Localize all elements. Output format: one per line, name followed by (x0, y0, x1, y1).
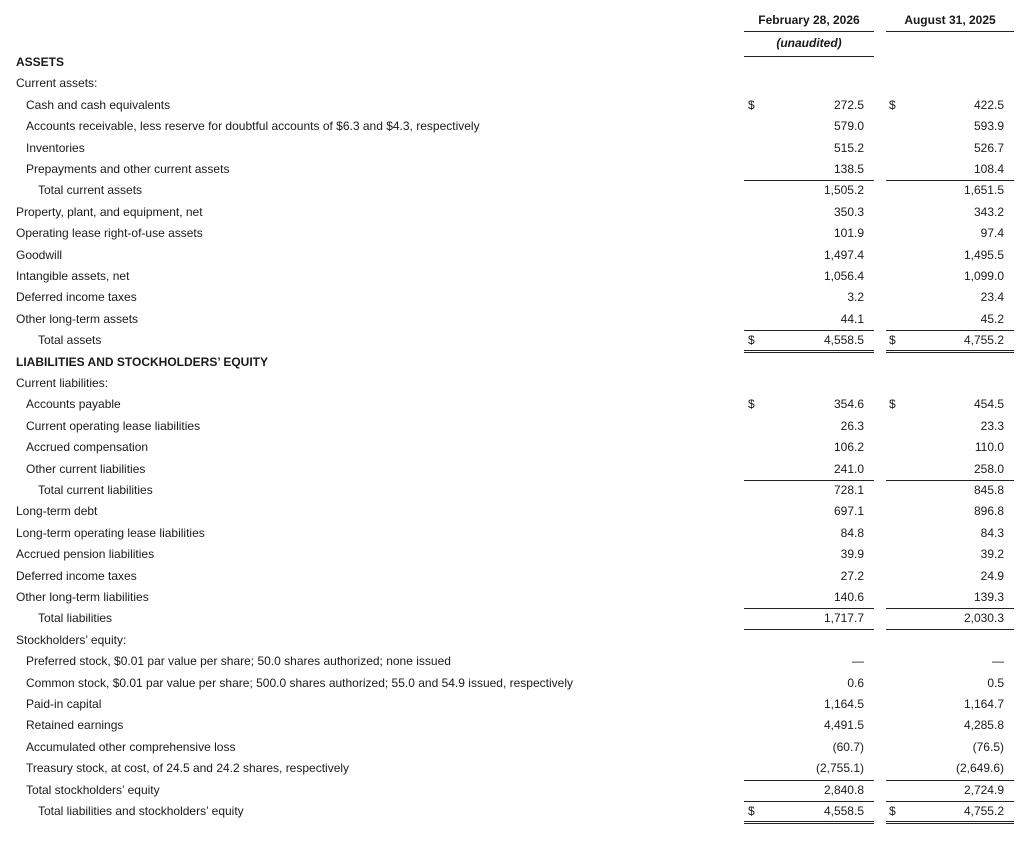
row-label: Accumulated other comprehensive loss (26, 740, 236, 754)
row-label: Prepayments and other current assets (26, 162, 230, 176)
statement-row (0, 394, 1024, 415)
value-aug-2025: 24.9 (980, 569, 1004, 583)
value-feb-2026: 26.3 (840, 419, 864, 433)
value-aug-2025: 258.0 (973, 462, 1004, 476)
row-label: LIABILITIES AND STOCKHOLDERS’ EQUITY (16, 355, 269, 369)
value-feb-2026: 579.0 (833, 119, 864, 133)
value-feb-2026: 1,497.4 (823, 248, 864, 262)
value-aug-2025: 1,495.5 (963, 248, 1004, 262)
row-label: Accrued pension liabilities (16, 547, 155, 561)
statement-row (0, 73, 1024, 94)
row-label: Deferred income taxes (16, 569, 137, 583)
subtotal-rule-a (744, 180, 874, 181)
column-header-feb-2026: February 28, 2026 (758, 13, 860, 27)
row-label: Other long-term assets (16, 312, 139, 326)
row-label: Total current assets (38, 183, 143, 197)
row-label: Preferred stock, $0.01 par value per share; 50.0 shares authorized; none issued (26, 654, 451, 668)
value-feb-2026: 4,491.5 (823, 718, 864, 732)
value-feb-2026: 0.6 (847, 676, 864, 690)
statement-row (0, 501, 1024, 522)
value-aug-2025: 108.4 (973, 162, 1004, 176)
value-aug-2025: 45.2 (980, 312, 1004, 326)
row-label: Accounts receivable, less reserve for doubtful accounts of $6.3 and $4.3, respectively (26, 119, 480, 133)
currency-symbol: $ (889, 98, 896, 112)
row-label: Total stockholders’ equity (26, 783, 160, 797)
value-feb-2026: 1,056.4 (823, 269, 864, 283)
value-aug-2025: 4,285.8 (963, 718, 1004, 732)
subtotal-rule-a (744, 480, 874, 481)
currency-symbol: $ (889, 333, 896, 347)
currency-symbol: $ (748, 98, 755, 112)
statement-row (0, 330, 1024, 351)
subtotal-rule-b (886, 480, 1014, 481)
statement-row (0, 480, 1024, 501)
subtotal-rule-b (886, 180, 1014, 181)
statement-row (0, 630, 1024, 651)
value-aug-2025: 0.5 (987, 676, 1004, 690)
value-feb-2026: 241.0 (833, 462, 864, 476)
value-feb-2026: — (852, 654, 864, 668)
value-feb-2026: 697.1 (833, 504, 864, 518)
value-aug-2025: 4,755.2 (963, 333, 1004, 347)
total-double-rule-a (744, 821, 874, 824)
total-top-rule-b (886, 330, 1014, 331)
statement-row (0, 287, 1024, 308)
value-aug-2025: 110.0 (974, 440, 1004, 454)
value-feb-2026: 39.9 (840, 547, 864, 561)
value-feb-2026: 106.2 (833, 440, 864, 454)
row-label: ASSETS (16, 55, 65, 69)
statement-row (0, 608, 1024, 629)
value-feb-2026: 4,558.5 (823, 333, 864, 347)
row-label: Current assets: (16, 76, 98, 90)
column-header-aug-2025: August 31, 2025 (904, 13, 996, 27)
value-feb-2026: 140.6 (833, 590, 864, 604)
statement-row (0, 758, 1024, 779)
statement-row (0, 95, 1024, 116)
statement-row (0, 309, 1024, 330)
statement-row (0, 223, 1024, 244)
statement-row (0, 566, 1024, 587)
currency-symbol: $ (748, 397, 755, 411)
value-aug-2025: 97.4 (980, 226, 1004, 240)
value-feb-2026: 27.2 (840, 569, 864, 583)
row-label: Paid-in capital (26, 697, 102, 711)
statement-row (0, 116, 1024, 137)
value-feb-2026: 728.1 (833, 483, 864, 497)
statement-row (0, 180, 1024, 201)
value-aug-2025: 84.3 (980, 526, 1004, 540)
value-aug-2025: 23.4 (980, 290, 1004, 304)
row-label: Total current liabilities (38, 483, 153, 497)
value-aug-2025: (76.5) (972, 740, 1004, 754)
statement-row (0, 416, 1024, 437)
subtotal-rule-a (744, 780, 874, 781)
row-label: Total liabilities (38, 611, 113, 625)
row-label: Treasury stock, at cost, of 24.5 and 24.2 shares, respectively (26, 761, 350, 775)
value-feb-2026: 3.2 (847, 290, 864, 304)
row-label: Cash and cash equivalents (26, 98, 171, 112)
statement-row (0, 694, 1024, 715)
value-feb-2026: 354.6 (833, 397, 864, 411)
row-label: Stockholders’ equity: (16, 633, 127, 647)
value-aug-2025: 526.7 (973, 141, 1004, 155)
row-label: Total assets (38, 333, 102, 347)
currency-symbol: $ (889, 397, 896, 411)
statement-row (0, 780, 1024, 801)
value-aug-2025: (2,649.6) (955, 761, 1004, 775)
value-feb-2026: (60.7) (832, 740, 864, 754)
row-label: Operating lease right-of-use assets (16, 226, 203, 240)
statement-row (0, 673, 1024, 694)
value-aug-2025: 39.2 (980, 547, 1004, 561)
value-aug-2025: 593.9 (973, 119, 1004, 133)
statement-row (0, 715, 1024, 736)
row-label: Current liabilities: (16, 376, 109, 390)
value-aug-2025: 454.5 (973, 397, 1004, 411)
value-aug-2025: 2,030.3 (963, 611, 1004, 625)
currency-symbol: $ (748, 333, 755, 347)
row-label: Other current liabilities (26, 462, 146, 476)
value-aug-2025: 845.8 (973, 483, 1004, 497)
value-aug-2025: 139.3 (973, 590, 1004, 604)
value-feb-2026: 84.8 (840, 526, 864, 540)
statement-row (0, 459, 1024, 480)
value-aug-2025: 422.5 (973, 98, 1004, 112)
value-feb-2026: 101.9 (833, 226, 864, 240)
value-aug-2025: 896.8 (973, 504, 1004, 518)
statement-row (0, 352, 1024, 373)
value-feb-2026: 1,505.2 (823, 183, 864, 197)
value-feb-2026: (2,755.1) (815, 761, 864, 775)
row-label: Deferred income taxes (16, 290, 137, 304)
value-feb-2026: 272.5 (833, 98, 864, 112)
row-label: Inventories (26, 141, 85, 155)
statement-row (0, 651, 1024, 672)
value-feb-2026: 1,717.7 (823, 611, 864, 625)
total-double-rule-b (886, 821, 1014, 824)
statement-row (0, 523, 1024, 544)
statement-row (0, 138, 1024, 159)
value-feb-2026: 138.5 (833, 162, 864, 176)
column-header-rule-a (744, 31, 874, 32)
total-top-rule-b (886, 801, 1014, 802)
statement-row (0, 801, 1024, 822)
unaudited-note: (unaudited) (776, 36, 842, 50)
row-label: Long-term operating lease liabilities (16, 526, 205, 540)
statement-row (0, 52, 1024, 73)
row-label: Intangible assets, net (16, 269, 130, 283)
value-aug-2025: 1,164.7 (963, 697, 1004, 711)
statement-row (0, 737, 1024, 758)
value-feb-2026: 2,840.8 (823, 783, 864, 797)
column-header-rule-b (886, 31, 1014, 32)
statement-row (0, 587, 1024, 608)
total-top-rule-a (744, 801, 874, 802)
row-label: Accrued compensation (26, 440, 149, 454)
value-aug-2025: 1,099.0 (963, 269, 1004, 283)
value-feb-2026: 44.1 (840, 312, 864, 326)
value-aug-2025: 4,755.2 (963, 804, 1004, 818)
row-label: Total liabilities and stockholders’ equity (38, 804, 244, 818)
currency-symbol: $ (748, 804, 755, 818)
row-label: Goodwill (16, 248, 63, 262)
value-feb-2026: 1,164.5 (823, 697, 864, 711)
statement-row (0, 159, 1024, 180)
statement-row (0, 373, 1024, 394)
statement-row (0, 437, 1024, 458)
statement-row (0, 202, 1024, 223)
value-feb-2026: 4,558.5 (823, 804, 864, 818)
row-label: Property, plant, and equipment, net (16, 205, 203, 219)
total-top-rule-a (744, 330, 874, 331)
row-label: Long-term debt (16, 504, 98, 518)
value-aug-2025: 2,724.9 (963, 783, 1004, 797)
value-feb-2026: 515.2 (833, 141, 864, 155)
row-label: Other long-term liabilities (16, 590, 149, 604)
row-label: Current operating lease liabilities (26, 419, 201, 433)
value-aug-2025: — (992, 654, 1004, 668)
statement-row (0, 245, 1024, 266)
statement-row (0, 544, 1024, 565)
row-label: Common stock, $0.01 par value per share; 500.0 shares authorized; 55.0 and 54.9 issued, respectively (26, 676, 573, 690)
row-label: Accounts payable (26, 397, 121, 411)
value-feb-2026: 350.3 (833, 205, 864, 219)
value-aug-2025: 343.2 (973, 205, 1004, 219)
value-aug-2025: 23.3 (980, 419, 1004, 433)
row-label: Retained earnings (26, 718, 124, 732)
subtotal-rule-a (744, 608, 874, 609)
subtotal-rule-b (886, 608, 1014, 609)
statement-row (0, 266, 1024, 287)
currency-symbol: $ (889, 804, 896, 818)
subtotal-rule-b (886, 780, 1014, 781)
value-aug-2025: 1,651.5 (963, 183, 1004, 197)
